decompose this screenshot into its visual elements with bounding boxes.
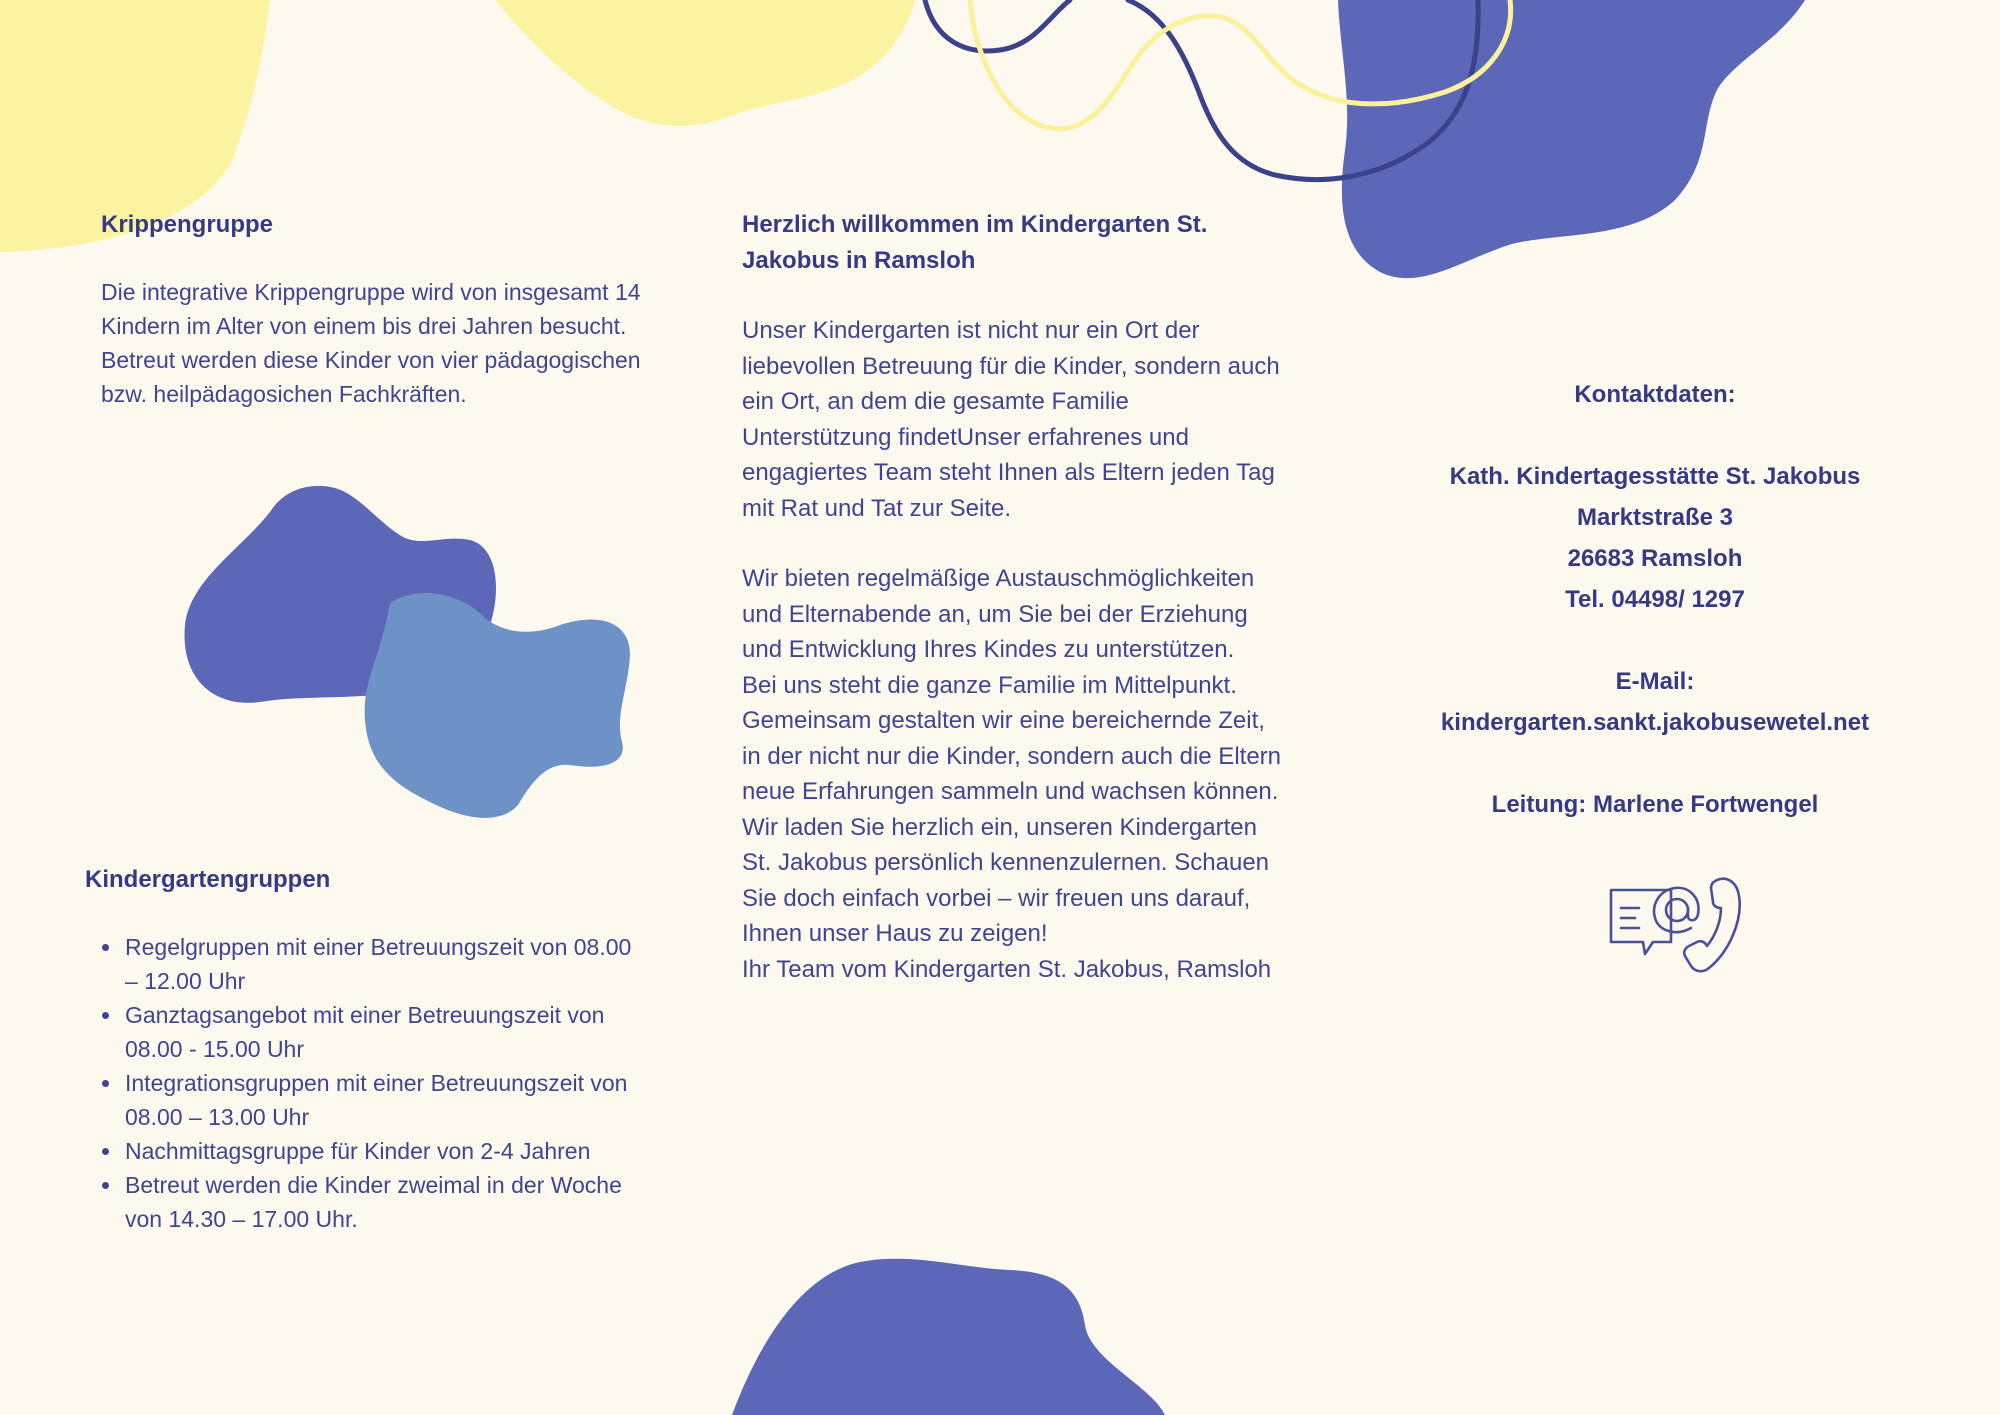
- welcome-section: [742, 207, 1282, 987]
- kiga-list: [95, 930, 643, 1236]
- list-item: • Regelgruppen mit einer Betreuungszeit von 08.00 – 12.00 Uhr: [123, 930, 643, 998]
- contact-heading: Kontaktdaten:: [1574, 381, 1736, 408]
- welcome-paragraph-2: Wir bieten regelmäßige Austauschmöglichkeiten und Elternabende an, um Sie bei der Erziehung und Entwicklung Ihres Kindes zu unterstützen.: [742, 565, 1255, 663]
- email-phone-contact-icon: [1605, 872, 1745, 974]
- contact-email[interactable]: kindergarten.sankt.jakobusewetel.net: [1440, 709, 1870, 736]
- kiga-section: [85, 862, 630, 1236]
- contact-city: 26683 Ramsloh: [1567, 545, 1743, 572]
- krippe-section: [101, 207, 646, 411]
- blue-blob-bottom-center: [732, 1259, 1165, 1415]
- welcome-paragraph-1: Unser Kindergarten ist nicht nur ein Ort der liebevollen Betreuung für die Kinder, sondern auch ein Ort, an dem die gesamte Familie Unterstützung findetUnser erfahrenes und engagiertes Team steht Ihnen als Eltern jeden Tag mit Rat und Tat zur Seite.: [742, 317, 1280, 522]
- list-item: • Ganztagsangebot mit einer Betreuungszeit von 08.00 - 15.00 Uhr: [123, 998, 643, 1066]
- yellow-blob-top-center: [495, 0, 915, 126]
- krippe-title: Krippengruppe: [101, 211, 273, 238]
- contact-street: Marktstraße 3: [1576, 504, 1734, 531]
- light-blue-blob-middle-left: [365, 593, 630, 818]
- contact-phone[interactable]: Tel. 04498/ 1297: [1565, 586, 1745, 613]
- welcome-signature: Ihr Team vom Kindergarten St. Jakobus, Ramsloh: [742, 955, 1272, 983]
- krippe-text: Die integrative Krippengruppe wird von insgesamt 14 Kindern im Alter von einem bis drei Jahren besucht. Betreut werden diese Kinder von vier pädagogischen bzw. heilpädagosichen Fachkräften.: [101, 279, 641, 407]
- welcome-title: Herzlich willkommen im Kindergarten St. Jakobus in Ramsloh: [742, 211, 1208, 274]
- welcome-paragraph-3: Bei uns steht die ganze Familie im Mittelpunkt. Gemeinsam gestalten wir eine bereichernde Zeit, in der nicht nur die Kinder, sondern auch die Eltern neue Erfahrungen sammeln und wachsen können. Wir laden Sie herzlich ein, unseren Kindergarten St. Jakobus persönlich kennenzulernen. Schauen Sie doch einfach vorbei – wir freuen uns darauf, Ihnen unser Haus zu zeigen!: [742, 671, 1282, 947]
- list-item: • Integrationsgruppen mit einer Betreuungszeit von 08.00 – 13.00 Uhr: [123, 1066, 643, 1134]
- list-item: • Betreut werden die Kinder zweimal in der Woche von 14.30 – 17.00 Uhr.: [123, 1168, 643, 1236]
- contact-leitung: Leitung: Marlene Fortwengel: [1491, 791, 1819, 818]
- blue-blob-top-right: [1338, 0, 1805, 278]
- contact-section: [1370, 374, 1940, 825]
- list-item: • Nachmittagsgruppe für Kinder von 2-4 Jahren: [123, 1134, 643, 1168]
- contact-name: Kath. Kindertagesstätte St. Jakobus: [1449, 463, 1861, 490]
- contact-email-label: E-Mail:: [1615, 668, 1695, 695]
- kiga-title: Kindergartengruppen: [85, 866, 331, 893]
